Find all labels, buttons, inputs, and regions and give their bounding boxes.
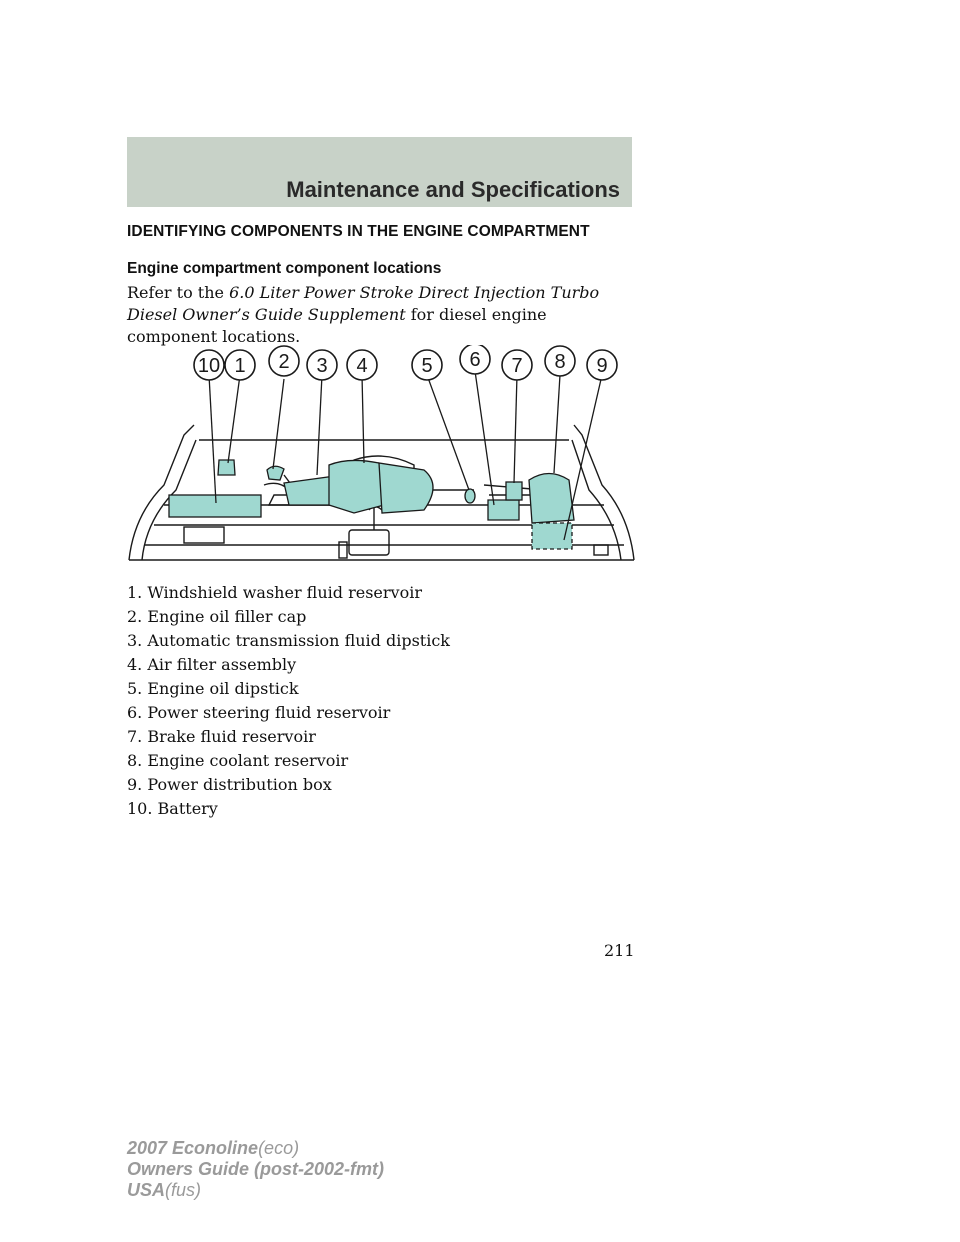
legend-item: 5. Engine oil dipstick — [127, 679, 299, 698]
legend-item: 10. Battery — [127, 799, 218, 818]
supplement-title: 6.0 Liter Power Stroke Direct Injection Turbo Diesel Owner’s Guide Supplement — [127, 283, 600, 324]
washer-reservoir-cap — [218, 460, 235, 475]
footer — [127, 1138, 384, 1201]
legend-item: 4. Air filter assembly — [127, 655, 297, 674]
oil-filler-cap — [267, 466, 284, 480]
air-filter-cylinder — [379, 463, 433, 513]
callout-number: 4 — [356, 355, 368, 377]
callout-number: 2 — [278, 351, 290, 373]
power-steering-reservoir — [488, 500, 519, 520]
footer-model: 2007 Econoline — [127, 1138, 259, 1158]
legend-item: 8. Engine coolant reservoir — [127, 751, 349, 770]
battery — [169, 495, 261, 517]
power-distribution-box — [532, 523, 572, 549]
page-number: 211 — [604, 941, 635, 960]
coolant-reservoir — [529, 474, 574, 524]
intro-paragraph — [127, 282, 627, 348]
callout-number: 7 — [511, 355, 523, 377]
footer-market: USA — [127, 1180, 166, 1200]
component-legend — [127, 581, 450, 821]
callout-number: 5 — [421, 355, 433, 377]
engine-compartment-illustration — [124, 345, 639, 577]
callout-number: 8 — [554, 351, 566, 373]
legend-item: 6. Power steering fluid reservoir — [127, 703, 391, 722]
section-header: Maintenance and Specifications — [286, 177, 620, 202]
legend-item: 9. Power distribution box — [127, 775, 332, 794]
callout-number: 1 — [234, 355, 246, 377]
section-header-band — [127, 137, 632, 207]
callout-number: 3 — [316, 355, 328, 377]
callout-number: 6 — [469, 349, 481, 371]
subsection-title: Engine compartment component locations — [127, 260, 442, 277]
callout-number: 10 — [197, 355, 221, 377]
legend-item: 1. Windshield washer fluid reservoir — [127, 583, 422, 602]
legend-item: 2. Engine oil filler cap — [127, 607, 307, 626]
footer-market-code: (fus) — [165, 1180, 202, 1200]
callout-number: 9 — [596, 355, 608, 377]
intro-suffix: for diesel engine component locations. — [127, 305, 547, 346]
footer-model-code: (eco) — [258, 1138, 300, 1158]
oil-dipstick-handle — [465, 489, 475, 503]
legend-item: 7. Brake fluid reservoir — [127, 727, 316, 746]
brake-fluid-reservoir — [506, 482, 522, 500]
intro-prefix: Refer to the — [127, 283, 230, 302]
legend-item: 3. Automatic transmission fluid dipstick — [127, 631, 450, 650]
page-title: IDENTIFYING COMPONENTS IN THE ENGINE COMPARTMENT — [127, 223, 590, 240]
footer-guide: Owners Guide (post-2002-fmt) — [127, 1159, 385, 1179]
air-filter-housing — [329, 460, 384, 513]
